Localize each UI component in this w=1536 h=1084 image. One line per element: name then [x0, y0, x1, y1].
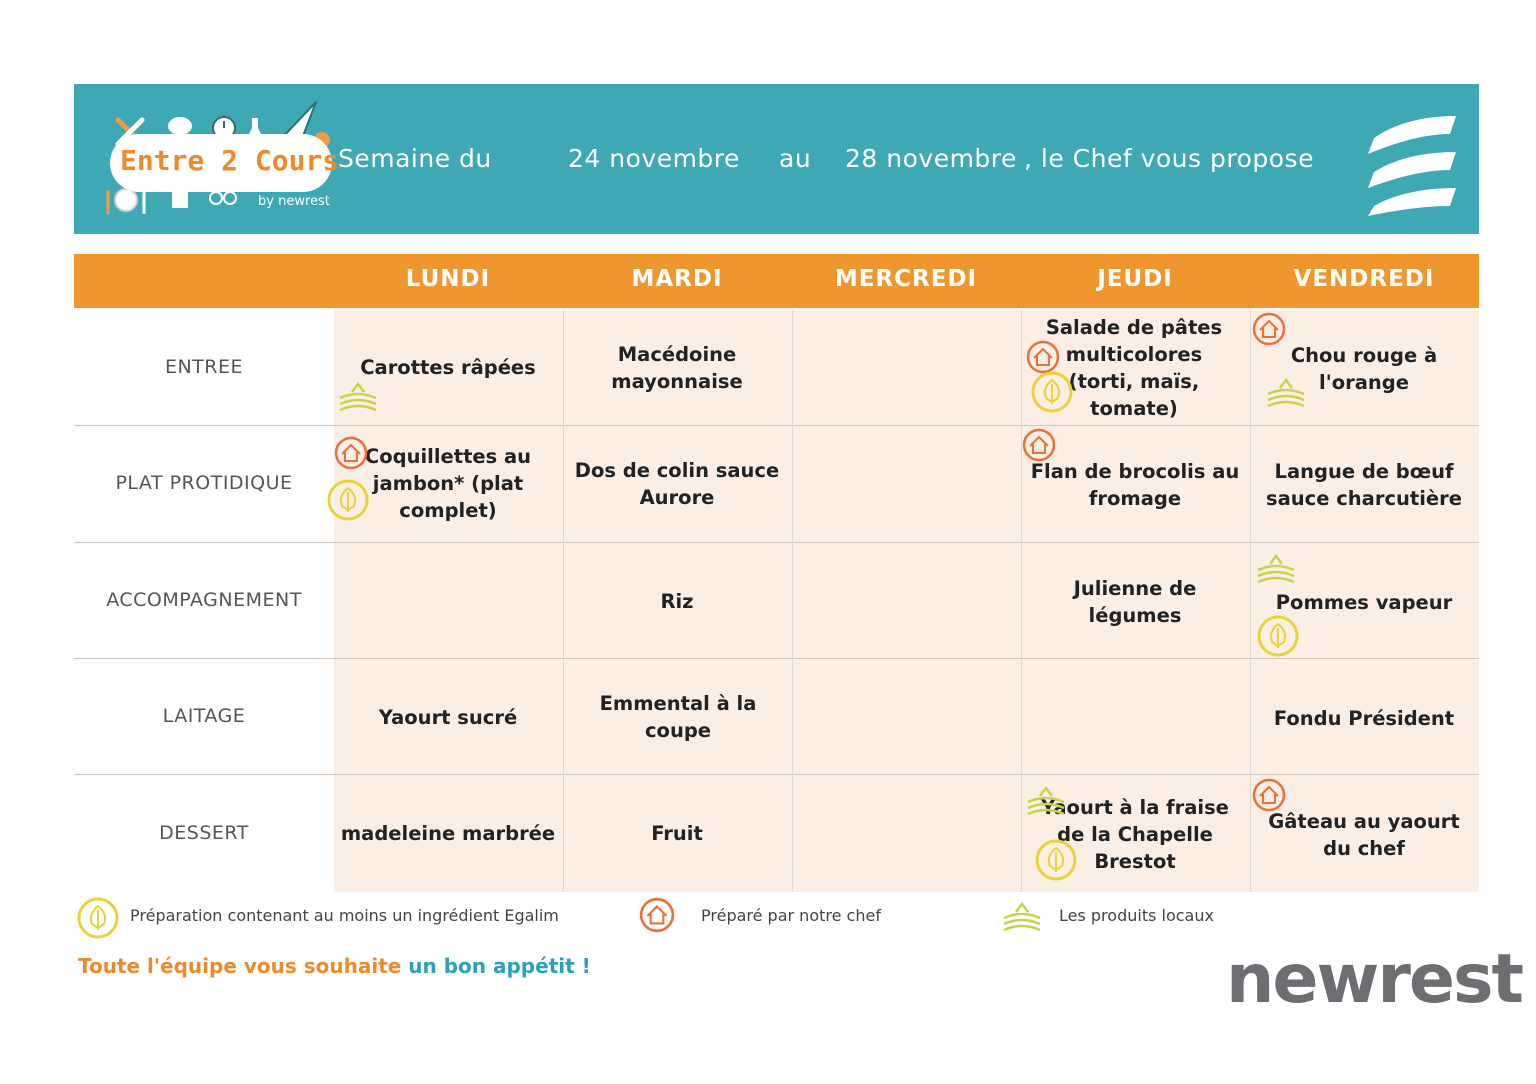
footer-part2: un bon appétit !: [408, 954, 591, 978]
row-label-plat: PLAT PROTIDIQUE: [115, 472, 293, 494]
menu-item: Emmental à la coupe: [599, 692, 757, 742]
footer-part1: Toute l'équipe vous souhaite: [78, 954, 409, 978]
menu-item: Pommes vapeur: [1275, 591, 1453, 614]
end-date: 28 novembre: [845, 144, 1017, 173]
chef-made-icon: [334, 436, 368, 470]
day-mardi: MARDI: [631, 266, 723, 292]
day-mercredi: MERCREDI: [834, 266, 978, 292]
menu-item: Langue de bœuf sauce charcutière: [1266, 460, 1462, 510]
menu-item: Dos de colin sauce Aurore: [574, 459, 780, 509]
legend-chef: Préparé par notre chef: [701, 906, 881, 925]
col-divider: [792, 310, 793, 892]
chef-made-icon: [1026, 340, 1060, 374]
row-label-accompagnement: ACCOMPAGNEMENT: [106, 589, 302, 611]
menu-item: Gâteau au yaourt du chef: [1268, 810, 1460, 860]
menu-item: Fruit: [651, 822, 703, 845]
local-product-icon: [1256, 550, 1296, 586]
chef-made-icon: [1022, 428, 1056, 462]
egalim-leaf-icon: [326, 478, 370, 522]
menu-item: Yaourt à la fraise de la Chapelle Brestot: [1041, 796, 1229, 873]
row-label-laitage: LAITAGE: [162, 705, 246, 727]
newrest-logo: newrest: [1226, 940, 1522, 1019]
row-label-dessert: DESSERT: [159, 822, 249, 844]
menu-item: Yaourt sucré: [378, 706, 518, 729]
menu-item: Salade de pâtes multicolores (torti, maïs, tomate): [1045, 316, 1223, 420]
week-label: Semaine du: [338, 144, 492, 173]
local-product-icon: [338, 378, 378, 414]
legend-local: Les produits locaux: [1059, 906, 1214, 925]
menu-item: Coquillettes au jambon* (plat complet): [364, 445, 532, 522]
footer-message: [78, 954, 591, 978]
row-divider: [74, 542, 1479, 543]
menu-item: Carottes râpées: [360, 356, 536, 379]
chef-made-icon: [1252, 778, 1286, 812]
row-divider: [74, 774, 1479, 775]
start-date: 24 novembre: [568, 144, 740, 173]
entre-2-cours-logo: [104, 100, 340, 218]
menu-item: Macédoine mayonnaise: [611, 343, 743, 393]
local-product-icon: [1266, 374, 1306, 410]
col-divider: [1021, 310, 1022, 892]
egalim-leaf-icon: [76, 896, 120, 940]
logo-by-text: by newrest: [258, 194, 330, 209]
egalim-leaf-icon: [1034, 838, 1078, 882]
menu-item: Chou rouge à l'orange: [1290, 344, 1438, 394]
chef-made-icon: [639, 897, 675, 933]
menu-item: madeleine marbrée: [340, 822, 556, 845]
menu-item: Riz: [660, 590, 694, 613]
logo-text: Entre 2 Cours: [120, 144, 340, 177]
day-jeudi: JEUDI: [1097, 266, 1173, 292]
local-product-icon: [1026, 782, 1066, 818]
row-divider: [74, 425, 1479, 426]
newrest-stripes-icon: [1366, 112, 1458, 216]
to-label: au: [779, 144, 812, 173]
header-tail: , le Chef vous propose: [1024, 144, 1314, 173]
day-vendredi: VENDREDI: [1293, 266, 1435, 292]
local-product-icon: [1002, 898, 1042, 934]
menu-item: Fondu Président: [1273, 707, 1455, 730]
menu-item: Julienne de légumes: [1073, 577, 1197, 627]
chef-made-icon: [1252, 312, 1286, 346]
row-label-entree: ENTREE: [164, 356, 244, 378]
row-divider: [74, 658, 1479, 659]
egalim-leaf-icon: [1030, 370, 1074, 414]
egalim-leaf-icon: [1256, 614, 1300, 658]
legend-egalim: Préparation contenant au moins un ingrédient Egalim: [130, 906, 559, 925]
day-lundi: LUNDI: [405, 266, 491, 292]
menu-item: Flan de brocolis au fromage: [1030, 460, 1240, 510]
